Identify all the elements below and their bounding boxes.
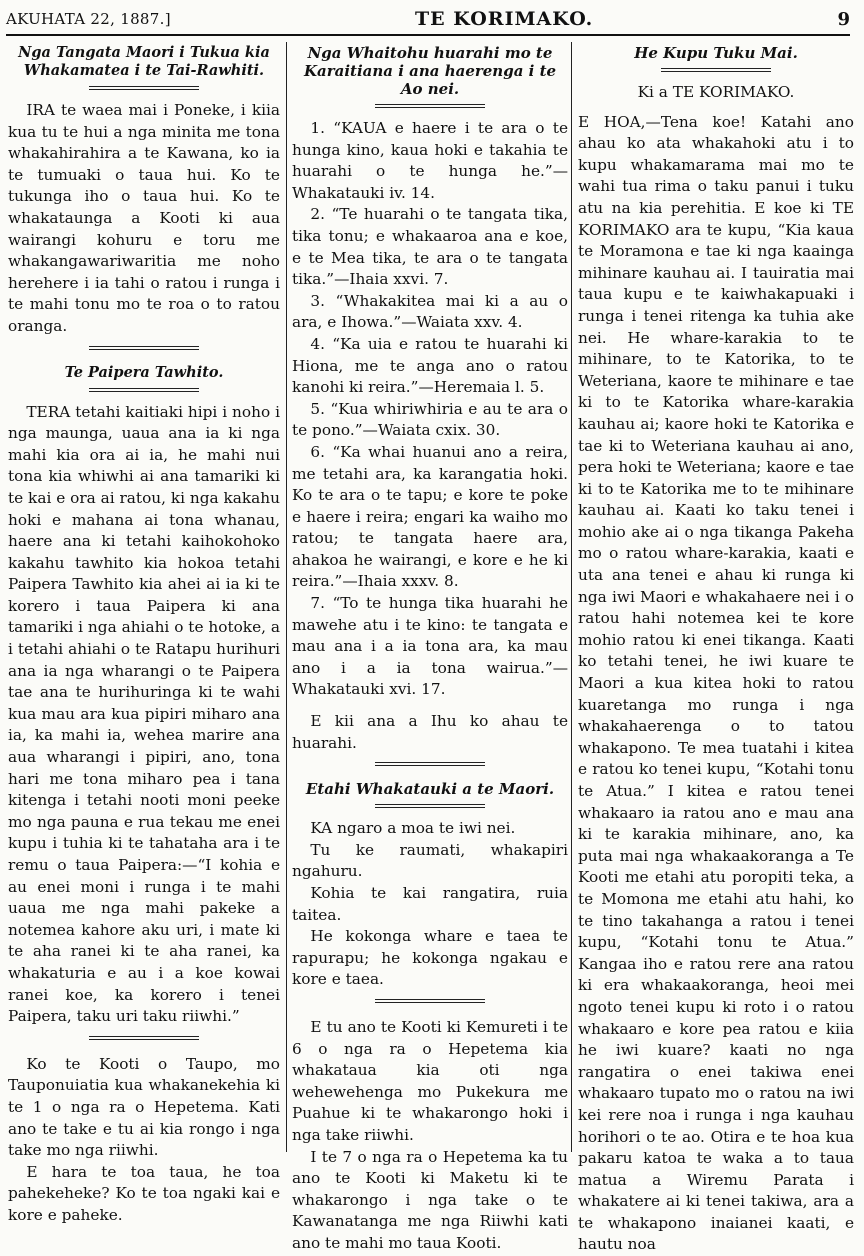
issue-date: AKUHATA 22, 1887.] [6,10,171,28]
article-heading: Etahi Whakatauki a te Maori. [305,780,555,799]
heading-rule [89,86,199,90]
section-rule [89,1036,199,1040]
column-divider [286,42,287,1152]
article-heading: He Kupu Tuku Mai. [634,44,798,62]
article-heading: Nga Tangata Maori i Tukua kia Whakamatea i te Tai-Rawhiti. [18,44,270,79]
proverb: He kokonga whare e taea te rapurapu; he kokonga ngakau e kore e taea. [292,927,568,989]
column-divider [571,42,572,1152]
scripture-item: 1. “KAUA e haere i te ara o te hunga kino, kaua hoki e takahia te huarahi o te hunga he.”—Whakatauki iv. 14. [292,119,568,202]
article-paragraph: E hara te toa taua, he toa pahekeheke? Ko te toa ngaki kai e kore e paheke. [8,1162,280,1224]
proverb: Kohia te kai rangatira, ruia taitea. [292,884,568,924]
article-paragraph: IRA te waea mai i Poneke, i kiia kua tu te hui a nga minita me tona whakahirahira a te Kawana, ko ia te tumuaki o taua hui. Ko te tukunga iho o taua hui. Ko te whakataunga a Kooti ki aua wairangi kohuru e toru me whakangawariwaritia me noho herehere i ia tahi o ratou i runga i te mahi tonu mo te roa o to ratou oranga. [8,101,280,335]
article-paragraph: E kii ana a Ihu ko ahau te huarahi. [292,712,568,752]
column-3 [578,42,854,1254]
article-paragraph: TERA tetahi kaitiaki hipi i noho i nga maunga, uaua ana ia ki nga mahi kia ora ai ia, he mahi nui tona kia whiwhi ai ana tamariki ki te kai e ora ai ratou, ki nga kakahu hoki e mahana ai tona whanau, haere ana ki tetahi kaihokohoko kakahu tawhito kia hokoa tetahi Paipera Tawhito kia ahei ai ia ki te korero i taua Paipera ki ana tamariki i nga ahiahi o te hotoke, a i tetahi ahiahi o te Ratapu hurihuri ana ia nga wharangi o te Paipera tae ana te hurihuringa ki te wahi kua mau ara kua pipiri miharo ana ia, ka mahi ia, wehea marire ana aua wharangi i pipiri, ano, tona hari me tona miharo pea i tana kitenga i tetahi nooti moni peeke mo nga pauna e rua tekau me enei kupu i tuhia ki te tahataha ara i te remu o taua Paipera:—“I kohia e au enei moni i runga i te mahi uaua me nga mahi pakeke a notemea kahore aku uri, i mate ki te aha ranei ki te aha ranei, ka whakaturia e au i a koe kowai ranei koe, ka korero i tenei Paipera, taku uri taku riiwhi.” [8,402,280,1026]
page-number: 9 [837,8,850,30]
article-paragraph: I te 7 o nga ra o Hepetema ka tu ano te Kooti ki Maketu ki te whakarongo i nga take o te Kawanatanga me nga Riiwhi kati ano te mahi mo taua Kooti. [292,1147,568,1252]
heading-rule [375,804,485,808]
proverb: Tu ke raumati, whakapiri ngahuru. [292,840,568,881]
section-rule [375,762,485,766]
article-heading: Nga Whaitohu huarahi mo te Karaitiana i ana haerenga i te Ao nei. [303,44,557,98]
heading-rule [89,388,199,392]
article-heading: Te Paipera Tawhito. [64,363,224,381]
proverb: KA ngaro a moa te iwi nei. [310,819,516,838]
masthead [6,4,850,36]
letter-addressee: Ki a TE KORIMAKO. [637,83,795,101]
article-paragraph: Ko te Kooti o Taupo, mo Tauponuiatia kua whakanekehia ki te 1 o nga ra o Hepetema. Kati ano te take e tu ai kia rongo i nga take mo nga riiwhi. [8,1054,280,1160]
newspaper-title: TE KORIMAKO. [415,8,594,30]
scripture-item: 3. “Whakakitea mai ki a au o ara, e Ihowa.”—Waiata xxv. 4. [292,291,568,332]
scripture-item: 2. “Te huarahi o te tangata tika, tika tonu; e whakaaroa ana e koe, e te Mea tika, te ara o te tangata tika.”—Ihaia xxvi. 7. [292,205,568,289]
column-2 [292,42,568,1252]
scripture-item: 5. “Kua whiriwhiria e au te ara o te pono.”—Waiata cxix. 30. [292,399,568,440]
scripture-item: 4. “Ka uia e ratou te huarahi ki Hiona, me te anga ano o ratou kanohi ki reira.”—Heremaia l. 5. [292,334,568,397]
section-rule [89,346,199,350]
heading-rule [375,104,485,108]
article-paragraph: E tu ano te Kooti ki Kemureti i te 6 o nga ra o Hepetema kia whakataua kia oti nga wehewehenga mo Pukekura me Puahue ki te whakarongo hoki i nga take riiwhi. [292,1017,568,1144]
scripture-item: 6. “Ka whai huanui ano a reira, me tetahi ara, ka karangatia hoki. Ko te ara o te tapu; e kore te poke e haere i reira; engari ka waiho mo ratou; te tangata haere ara, ahakoa he wairangi, e kore e he ki reira.”—Ihaia xxxv. 8. [292,442,568,591]
letter-body: E HOA,—Tena koe! Katahi ano ahau ko ata whakahoki atu i to kupu whakamarama mai mo te wahi tua rima o taku panui i tuku atu na kia perehitia. E koe ki TE KORIMAKO ara te kupu, “Kia kaua te Moramona e tae ki nga kaainga mihinare kauhau ai. I tauiratia mai taua kupu e te kaiwhakapuaki i runga i tenei ritenga ka tuhia ake nei. He whare-karakia to te mihinare, to te Katorika, to te Weteriana, kaore te mihinare e tae ki to te Katorika whare-karakia kauhau ai; kaore hoki te Katorika e tae ki to Weteriana kauhau ai ano, pera hoki te Weteriana; kaore e tae ki to te Katorika me to te mihinare kauhau ai. Kaati ko taku tenei i mohio ake ai o nga tikanga Pakeha mo o ratou whare-karakia, kaati e uta ana tenei e ahau ki runga ki nga iwi Maori e whakahaere nei i o ratou hahi notemea kei te kore mohio ratou ki enei tikanga. Kaati ko tetahi tenei, he iwi kuare te Maori a kua kitea hoki to ratou kuaretanga mo runga i nga whakahaerenga o to tatou whakapono. Te mea tuatahi i kitea e ratou ko tenei kupu, “Kotahi tonu te Atua.” I kitea e ratou tenei whakaaro ia ratou ano e mau ana ki te karakia mihinare, ano, ka puta mai nga whakaakoranga a Te Kooti me etahi atu poropiti teka, a te Momona me etahi atu hahi, ko te tino takahanga a ratou i tenei kupu, “Kotahi tonu te Atua.” Kangaa iho e ratou rere ana ratou ki era whakaakoranga, heoi mei ngoto tenei kupu ki roto i o ratou whakaaro e kore pea ratou e kiia he iwi kuare? kaati no nga rangatira o enei takiwa enei whakaaro tupato mo o ratou na iwi kei rere noa i runga i nga kauhau horihori o te ao. Otira e te hoa kua pakaru katoa te waka a to taua matua a Wiremu Parata i whakatere ai ki tenei takiwa, ara a te whakapono inaianei kaati, e hautu noa [578,112,854,1254]
scripture-item: 7. “To te hunga tika huarahi he mawehe atu i te kino: te tangata e mau ana i a ia tona ara, ka mau ano i a ia tona wairua.”—Whakatauki xvi. 17. [292,594,568,699]
heading-rule [661,68,771,72]
section-rule [375,999,485,1003]
column-1 [8,42,280,1224]
